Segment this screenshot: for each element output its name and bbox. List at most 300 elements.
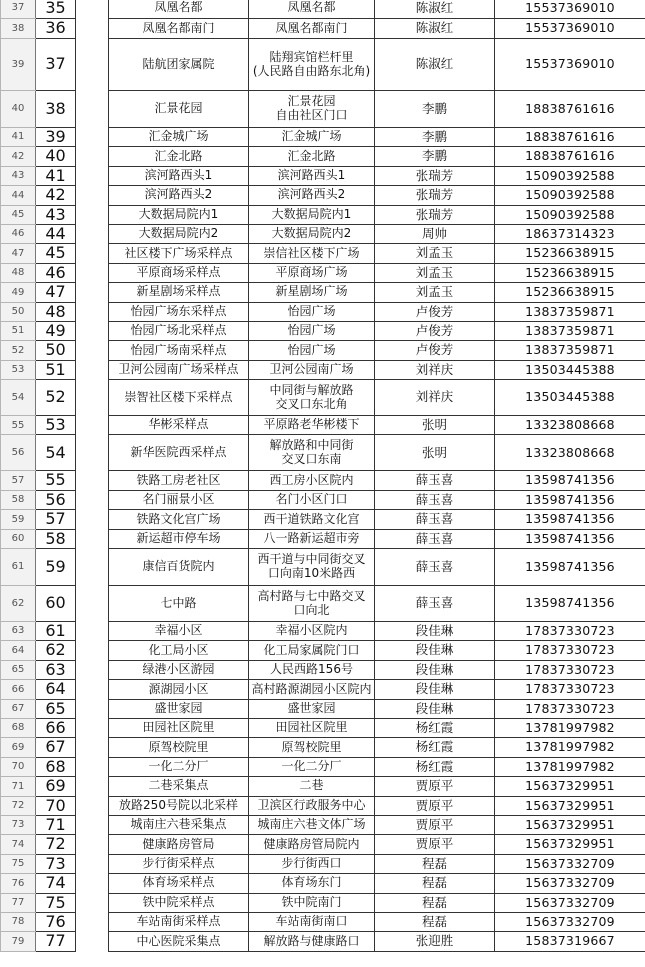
contact-person-cell[interactable]: 张瑞芳 bbox=[375, 186, 495, 205]
site-name-cell[interactable]: 崇智社区楼下采样点 bbox=[109, 380, 249, 416]
serial-number-cell[interactable]: 52 bbox=[36, 380, 76, 416]
serial-number-cell[interactable]: 64 bbox=[36, 680, 76, 699]
phone-number-cell[interactable]: 15637332709 bbox=[495, 893, 645, 912]
site-name-cell[interactable]: 平原商场采样点 bbox=[109, 263, 249, 282]
serial-number-cell[interactable]: 60 bbox=[36, 586, 76, 622]
address-cell[interactable]: 平原路老华彬楼下 bbox=[249, 416, 375, 435]
serial-number-cell[interactable]: 40 bbox=[36, 147, 76, 166]
contact-person-cell[interactable]: 李鹏 bbox=[375, 91, 495, 128]
phone-number-cell[interactable]: 17837330723 bbox=[495, 699, 645, 718]
contact-person-cell[interactable]: 贾原平 bbox=[375, 796, 495, 815]
blank-cell[interactable] bbox=[76, 321, 109, 340]
phone-number-cell[interactable]: 13781997982 bbox=[495, 718, 645, 737]
serial-number-cell[interactable]: 37 bbox=[36, 39, 76, 91]
serial-number-cell[interactable]: 35 bbox=[36, 0, 76, 19]
site-name-cell[interactable]: 幸福小区 bbox=[109, 622, 249, 641]
address-cell[interactable]: 平原商场广场 bbox=[249, 263, 375, 282]
row-header-number[interactable]: 58 bbox=[1, 490, 36, 509]
contact-person-cell[interactable]: 段佳琳 bbox=[375, 680, 495, 699]
serial-number-cell[interactable]: 77 bbox=[36, 932, 76, 951]
blank-cell[interactable] bbox=[76, 718, 109, 737]
address-cell[interactable]: 盛世家园 bbox=[249, 699, 375, 718]
blank-cell[interactable] bbox=[76, 660, 109, 679]
serial-number-cell[interactable]: 68 bbox=[36, 757, 76, 776]
blank-cell[interactable] bbox=[76, 166, 109, 185]
serial-number-cell[interactable]: 70 bbox=[36, 796, 76, 815]
address-cell[interactable]: 步行街西口 bbox=[249, 854, 375, 873]
serial-number-cell[interactable]: 47 bbox=[36, 283, 76, 302]
address-cell[interactable]: 高村路与七中路交叉 口向北 bbox=[249, 586, 375, 622]
blank-cell[interactable] bbox=[76, 205, 109, 224]
blank-cell[interactable] bbox=[76, 777, 109, 796]
address-cell[interactable]: 城南庄六巷文体广场 bbox=[249, 815, 375, 834]
address-cell[interactable]: 凤凰名都南门 bbox=[249, 19, 375, 39]
phone-number-cell[interactable]: 15537369010 bbox=[495, 19, 645, 39]
phone-number-cell[interactable]: 13598741356 bbox=[495, 529, 645, 548]
serial-number-cell[interactable]: 49 bbox=[36, 321, 76, 340]
address-cell[interactable]: 铁中院南门 bbox=[249, 893, 375, 912]
serial-number-cell[interactable]: 61 bbox=[36, 622, 76, 641]
serial-number-cell[interactable]: 48 bbox=[36, 302, 76, 321]
phone-number-cell[interactable]: 15537369010 bbox=[495, 0, 645, 19]
blank-cell[interactable] bbox=[76, 586, 109, 622]
serial-number-cell[interactable]: 50 bbox=[36, 341, 76, 360]
serial-number-cell[interactable]: 53 bbox=[36, 416, 76, 435]
row-header-number[interactable]: 65 bbox=[1, 660, 36, 679]
serial-number-cell[interactable]: 75 bbox=[36, 893, 76, 912]
row-header-number[interactable]: 66 bbox=[1, 680, 36, 699]
site-name-cell[interactable]: 汇景花园 bbox=[109, 91, 249, 128]
address-cell[interactable]: 怡园广场 bbox=[249, 321, 375, 340]
site-name-cell[interactable]: 凤凰名都南门 bbox=[109, 19, 249, 39]
row-header-number[interactable]: 71 bbox=[1, 777, 36, 796]
serial-number-cell[interactable]: 58 bbox=[36, 529, 76, 548]
site-name-cell[interactable]: 康信百货院内 bbox=[109, 549, 249, 586]
row-header-number[interactable]: 77 bbox=[1, 893, 36, 912]
contact-person-cell[interactable]: 陈淑红 bbox=[375, 19, 495, 39]
contact-person-cell[interactable]: 薛玉喜 bbox=[375, 471, 495, 490]
contact-person-cell[interactable]: 刘祥庆 bbox=[375, 360, 495, 379]
site-name-cell[interactable]: 新运超市停车场 bbox=[109, 529, 249, 548]
phone-number-cell[interactable]: 13781997982 bbox=[495, 757, 645, 776]
site-name-cell[interactable]: 城南庄六巷采集点 bbox=[109, 815, 249, 834]
phone-number-cell[interactable]: 17837330723 bbox=[495, 622, 645, 641]
site-name-cell[interactable]: 铁路工房老社区 bbox=[109, 471, 249, 490]
blank-cell[interactable] bbox=[76, 912, 109, 931]
address-cell[interactable]: 田园社区院里 bbox=[249, 718, 375, 737]
phone-number-cell[interactable]: 17837330723 bbox=[495, 680, 645, 699]
blank-cell[interactable] bbox=[76, 147, 109, 166]
row-header-number[interactable]: 72 bbox=[1, 796, 36, 815]
phone-number-cell[interactable]: 13503445388 bbox=[495, 380, 645, 416]
row-header-number[interactable]: 42 bbox=[1, 147, 36, 166]
address-cell[interactable]: 二巷 bbox=[249, 777, 375, 796]
serial-number-cell[interactable]: 76 bbox=[36, 912, 76, 931]
row-header-number[interactable]: 52 bbox=[1, 341, 36, 360]
contact-person-cell[interactable]: 李鹏 bbox=[375, 147, 495, 166]
phone-number-cell[interactable]: 13837359871 bbox=[495, 341, 645, 360]
phone-number-cell[interactable]: 18637314323 bbox=[495, 224, 645, 243]
phone-number-cell[interactable]: 15090392588 bbox=[495, 166, 645, 185]
row-header-number[interactable]: 64 bbox=[1, 641, 36, 660]
contact-person-cell[interactable]: 周帅 bbox=[375, 224, 495, 243]
site-name-cell[interactable]: 怡园广场北采样点 bbox=[109, 321, 249, 340]
contact-person-cell[interactable]: 张明 bbox=[375, 416, 495, 435]
site-name-cell[interactable]: 绿港小区游园 bbox=[109, 660, 249, 679]
phone-number-cell[interactable]: 18838761616 bbox=[495, 147, 645, 166]
site-name-cell[interactable]: 社区楼下广场采样点 bbox=[109, 244, 249, 263]
serial-number-cell[interactable]: 56 bbox=[36, 490, 76, 509]
site-name-cell[interactable]: 滨河路西头1 bbox=[109, 166, 249, 185]
phone-number-cell[interactable]: 18838761616 bbox=[495, 91, 645, 128]
serial-number-cell[interactable]: 36 bbox=[36, 19, 76, 39]
phone-number-cell[interactable]: 13323808668 bbox=[495, 435, 645, 471]
site-name-cell[interactable]: 铁中院采样点 bbox=[109, 893, 249, 912]
row-header-number[interactable]: 43 bbox=[1, 166, 36, 185]
contact-person-cell[interactable]: 刘孟玉 bbox=[375, 283, 495, 302]
serial-number-cell[interactable]: 46 bbox=[36, 263, 76, 282]
blank-cell[interactable] bbox=[76, 680, 109, 699]
phone-number-cell[interactable]: 13598741356 bbox=[495, 490, 645, 509]
site-name-cell[interactable]: 源湖园小区 bbox=[109, 680, 249, 699]
row-header-number[interactable]: 37 bbox=[1, 0, 36, 19]
address-cell[interactable]: 汇景花园 自由社区门口 bbox=[249, 91, 375, 128]
blank-cell[interactable] bbox=[76, 341, 109, 360]
row-header-number[interactable]: 54 bbox=[1, 380, 36, 416]
blank-cell[interactable] bbox=[76, 835, 109, 854]
site-name-cell[interactable]: 滨河路西头2 bbox=[109, 186, 249, 205]
blank-cell[interactable] bbox=[76, 416, 109, 435]
address-cell[interactable]: 怡园广场 bbox=[249, 302, 375, 321]
phone-number-cell[interactable]: 13837359871 bbox=[495, 302, 645, 321]
contact-person-cell[interactable]: 刘孟玉 bbox=[375, 263, 495, 282]
phone-number-cell[interactable]: 13837359871 bbox=[495, 321, 645, 340]
contact-person-cell[interactable]: 刘祥庆 bbox=[375, 380, 495, 416]
site-name-cell[interactable]: 名门丽景小区 bbox=[109, 490, 249, 509]
row-header-number[interactable]: 44 bbox=[1, 186, 36, 205]
address-cell[interactable]: 人民西路156号 bbox=[249, 660, 375, 679]
site-name-cell[interactable]: 步行街采样点 bbox=[109, 854, 249, 873]
blank-cell[interactable] bbox=[76, 471, 109, 490]
site-name-cell[interactable]: 化工局小区 bbox=[109, 641, 249, 660]
contact-person-cell[interactable]: 贾原平 bbox=[375, 777, 495, 796]
row-header-number[interactable]: 73 bbox=[1, 815, 36, 834]
address-cell[interactable]: 汇金城广场 bbox=[249, 128, 375, 147]
serial-number-cell[interactable]: 42 bbox=[36, 186, 76, 205]
address-cell[interactable]: 汇金北路 bbox=[249, 147, 375, 166]
contact-person-cell[interactable]: 陈淑红 bbox=[375, 39, 495, 91]
address-cell[interactable]: 新星剧场广场 bbox=[249, 283, 375, 302]
phone-number-cell[interactable]: 17837330723 bbox=[495, 660, 645, 679]
blank-cell[interactable] bbox=[76, 360, 109, 379]
phone-number-cell[interactable]: 13598741356 bbox=[495, 586, 645, 622]
serial-number-cell[interactable]: 39 bbox=[36, 128, 76, 147]
row-header-number[interactable]: 59 bbox=[1, 510, 36, 529]
row-header-number[interactable]: 46 bbox=[1, 224, 36, 243]
row-header-number[interactable]: 39 bbox=[1, 39, 36, 91]
blank-cell[interactable] bbox=[76, 435, 109, 471]
row-header-number[interactable]: 48 bbox=[1, 263, 36, 282]
blank-cell[interactable] bbox=[76, 380, 109, 416]
phone-number-cell[interactable]: 15637332709 bbox=[495, 912, 645, 931]
contact-person-cell[interactable]: 贾原平 bbox=[375, 815, 495, 834]
address-cell[interactable]: 陆翔宾馆栏杆里 (人民路自由路东北角) bbox=[249, 39, 375, 91]
address-cell[interactable]: 车站南街南口 bbox=[249, 912, 375, 931]
phone-number-cell[interactable]: 13781997982 bbox=[495, 738, 645, 757]
serial-number-cell[interactable]: 73 bbox=[36, 854, 76, 873]
blank-cell[interactable] bbox=[76, 91, 109, 128]
blank-cell[interactable] bbox=[76, 0, 109, 19]
row-header-number[interactable]: 56 bbox=[1, 435, 36, 471]
row-header-number[interactable]: 78 bbox=[1, 912, 36, 931]
phone-number-cell[interactable]: 15637332709 bbox=[495, 874, 645, 893]
address-cell[interactable]: 解放路和中同街 交叉口东南 bbox=[249, 435, 375, 471]
phone-number-cell[interactable]: 15236638915 bbox=[495, 283, 645, 302]
phone-number-cell[interactable]: 15090392588 bbox=[495, 186, 645, 205]
blank-cell[interactable] bbox=[76, 893, 109, 912]
site-name-cell[interactable]: 汇金北路 bbox=[109, 147, 249, 166]
blank-cell[interactable] bbox=[76, 186, 109, 205]
row-header-number[interactable]: 41 bbox=[1, 128, 36, 147]
row-header-number[interactable]: 68 bbox=[1, 718, 36, 737]
phone-number-cell[interactable]: 15236638915 bbox=[495, 244, 645, 263]
blank-cell[interactable] bbox=[76, 263, 109, 282]
site-name-cell[interactable]: 二巷采集点 bbox=[109, 777, 249, 796]
site-name-cell[interactable]: 陆航团家属院 bbox=[109, 39, 249, 91]
address-cell[interactable]: 卫滨区行政服务中心 bbox=[249, 796, 375, 815]
site-name-cell[interactable]: 卫河公园南广场采样点 bbox=[109, 360, 249, 379]
blank-cell[interactable] bbox=[76, 815, 109, 834]
row-header-number[interactable]: 38 bbox=[1, 19, 36, 39]
contact-person-cell[interactable]: 陈淑红 bbox=[375, 0, 495, 19]
contact-person-cell[interactable]: 程磊 bbox=[375, 893, 495, 912]
phone-number-cell[interactable]: 13598741356 bbox=[495, 549, 645, 586]
contact-person-cell[interactable]: 段佳琳 bbox=[375, 660, 495, 679]
phone-number-cell[interactable]: 15090392588 bbox=[495, 205, 645, 224]
phone-number-cell[interactable]: 15637332709 bbox=[495, 854, 645, 873]
blank-cell[interactable] bbox=[76, 490, 109, 509]
serial-number-cell[interactable]: 51 bbox=[36, 360, 76, 379]
address-cell[interactable]: 幸福小区院内 bbox=[249, 622, 375, 641]
contact-person-cell[interactable]: 薛玉喜 bbox=[375, 586, 495, 622]
contact-person-cell[interactable]: 卢俊芳 bbox=[375, 302, 495, 321]
contact-person-cell[interactable]: 段佳琳 bbox=[375, 699, 495, 718]
site-name-cell[interactable]: 华彬采样点 bbox=[109, 416, 249, 435]
address-cell[interactable]: 八一路新运超市旁 bbox=[249, 529, 375, 548]
site-name-cell[interactable]: 中心医院采集点 bbox=[109, 932, 249, 951]
blank-cell[interactable] bbox=[76, 19, 109, 39]
blank-cell[interactable] bbox=[76, 796, 109, 815]
blank-cell[interactable] bbox=[76, 854, 109, 873]
address-cell[interactable]: 西干道与中同街交叉 口向南10米路西 bbox=[249, 549, 375, 586]
row-header-number[interactable]: 63 bbox=[1, 622, 36, 641]
row-header-number[interactable]: 76 bbox=[1, 874, 36, 893]
row-header-number[interactable]: 51 bbox=[1, 321, 36, 340]
contact-person-cell[interactable]: 杨红霞 bbox=[375, 757, 495, 776]
row-header-number[interactable]: 74 bbox=[1, 835, 36, 854]
row-header-number[interactable]: 62 bbox=[1, 586, 36, 622]
site-name-cell[interactable]: 体育场采样点 bbox=[109, 874, 249, 893]
blank-cell[interactable] bbox=[76, 757, 109, 776]
serial-number-cell[interactable]: 72 bbox=[36, 835, 76, 854]
site-name-cell[interactable]: 大数据局院内1 bbox=[109, 205, 249, 224]
serial-number-cell[interactable]: 45 bbox=[36, 244, 76, 263]
contact-person-cell[interactable]: 程磊 bbox=[375, 854, 495, 873]
row-header-number[interactable]: 53 bbox=[1, 360, 36, 379]
address-cell[interactable]: 滨河路西头2 bbox=[249, 186, 375, 205]
serial-number-cell[interactable]: 54 bbox=[36, 435, 76, 471]
serial-number-cell[interactable]: 38 bbox=[36, 91, 76, 128]
address-cell[interactable]: 中同街与解放路 交叉口东北角 bbox=[249, 380, 375, 416]
contact-person-cell[interactable]: 张迎胜 bbox=[375, 932, 495, 951]
blank-cell[interactable] bbox=[76, 529, 109, 548]
contact-person-cell[interactable]: 卢俊芳 bbox=[375, 321, 495, 340]
address-cell[interactable]: 崇信社区楼下广场 bbox=[249, 244, 375, 263]
site-name-cell[interactable]: 七中路 bbox=[109, 586, 249, 622]
site-name-cell[interactable]: 车站南街采样点 bbox=[109, 912, 249, 931]
address-cell[interactable]: 名门小区门口 bbox=[249, 490, 375, 509]
row-header-number[interactable]: 60 bbox=[1, 529, 36, 548]
phone-number-cell[interactable]: 13503445388 bbox=[495, 360, 645, 379]
site-name-cell[interactable]: 盛世家园 bbox=[109, 699, 249, 718]
site-name-cell[interactable]: 健康路房管局 bbox=[109, 835, 249, 854]
contact-person-cell[interactable]: 刘孟玉 bbox=[375, 244, 495, 263]
phone-number-cell[interactable]: 17837330723 bbox=[495, 641, 645, 660]
address-cell[interactable]: 大数据局院内2 bbox=[249, 224, 375, 243]
contact-person-cell[interactable]: 薛玉喜 bbox=[375, 549, 495, 586]
phone-number-cell[interactable]: 13598741356 bbox=[495, 510, 645, 529]
address-cell[interactable]: 健康路房管局院内 bbox=[249, 835, 375, 854]
address-cell[interactable]: 怡园广场 bbox=[249, 341, 375, 360]
site-name-cell[interactable]: 放路250号院以北采样 bbox=[109, 796, 249, 815]
row-header-number[interactable]: 57 bbox=[1, 471, 36, 490]
blank-cell[interactable] bbox=[76, 302, 109, 321]
address-cell[interactable]: 化工局家属院门口 bbox=[249, 641, 375, 660]
row-header-number[interactable]: 47 bbox=[1, 244, 36, 263]
contact-person-cell[interactable]: 张瑞芳 bbox=[375, 205, 495, 224]
phone-number-cell[interactable]: 15637329951 bbox=[495, 796, 645, 815]
site-name-cell[interactable]: 铁路文化宫广场 bbox=[109, 510, 249, 529]
site-name-cell[interactable]: 原驾校院里 bbox=[109, 738, 249, 757]
blank-cell[interactable] bbox=[76, 224, 109, 243]
contact-person-cell[interactable]: 张明 bbox=[375, 435, 495, 471]
contact-person-cell[interactable]: 段佳琳 bbox=[375, 622, 495, 641]
site-name-cell[interactable]: 一化二分厂 bbox=[109, 757, 249, 776]
contact-person-cell[interactable]: 杨红霞 bbox=[375, 718, 495, 737]
site-name-cell[interactable]: 汇金城广场 bbox=[109, 128, 249, 147]
blank-cell[interactable] bbox=[76, 641, 109, 660]
row-header-number[interactable]: 40 bbox=[1, 91, 36, 128]
serial-number-cell[interactable]: 59 bbox=[36, 549, 76, 586]
site-name-cell[interactable]: 大数据局院内2 bbox=[109, 224, 249, 243]
blank-cell[interactable] bbox=[76, 932, 109, 951]
contact-person-cell[interactable]: 卢俊芳 bbox=[375, 341, 495, 360]
phone-number-cell[interactable]: 15637329951 bbox=[495, 835, 645, 854]
address-cell[interactable]: 西干道铁路文化宫 bbox=[249, 510, 375, 529]
blank-cell[interactable] bbox=[76, 622, 109, 641]
serial-number-cell[interactable]: 71 bbox=[36, 815, 76, 834]
site-name-cell[interactable]: 新星剧场采样点 bbox=[109, 283, 249, 302]
serial-number-cell[interactable]: 67 bbox=[36, 738, 76, 757]
blank-cell[interactable] bbox=[76, 128, 109, 147]
address-cell[interactable]: 高村路源湖园小区院内 bbox=[249, 680, 375, 699]
row-header-number[interactable]: 79 bbox=[1, 932, 36, 951]
phone-number-cell[interactable]: 18838761616 bbox=[495, 128, 645, 147]
serial-number-cell[interactable]: 66 bbox=[36, 718, 76, 737]
blank-cell[interactable] bbox=[76, 283, 109, 302]
address-cell[interactable]: 原驾校院里 bbox=[249, 738, 375, 757]
blank-cell[interactable] bbox=[76, 549, 109, 586]
serial-number-cell[interactable]: 63 bbox=[36, 660, 76, 679]
serial-number-cell[interactable]: 69 bbox=[36, 777, 76, 796]
blank-cell[interactable] bbox=[76, 244, 109, 263]
contact-person-cell[interactable]: 段佳琳 bbox=[375, 641, 495, 660]
address-cell[interactable]: 西工房小区院内 bbox=[249, 471, 375, 490]
blank-cell[interactable] bbox=[76, 699, 109, 718]
contact-person-cell[interactable]: 贾原平 bbox=[375, 835, 495, 854]
row-header-number[interactable]: 70 bbox=[1, 757, 36, 776]
phone-number-cell[interactable]: 15637329951 bbox=[495, 777, 645, 796]
contact-person-cell[interactable]: 薛玉喜 bbox=[375, 510, 495, 529]
serial-number-cell[interactable]: 57 bbox=[36, 510, 76, 529]
contact-person-cell[interactable]: 李鹏 bbox=[375, 128, 495, 147]
serial-number-cell[interactable]: 65 bbox=[36, 699, 76, 718]
address-cell[interactable]: 滨河路西头1 bbox=[249, 166, 375, 185]
blank-cell[interactable] bbox=[76, 39, 109, 91]
address-cell[interactable]: 凤凰名都 bbox=[249, 0, 375, 19]
contact-person-cell[interactable]: 薛玉喜 bbox=[375, 529, 495, 548]
site-name-cell[interactable]: 怡园广场南采样点 bbox=[109, 341, 249, 360]
contact-person-cell[interactable]: 张瑞芳 bbox=[375, 166, 495, 185]
serial-number-cell[interactable]: 41 bbox=[36, 166, 76, 185]
row-header-number[interactable]: 49 bbox=[1, 283, 36, 302]
row-header-number[interactable]: 55 bbox=[1, 416, 36, 435]
address-cell[interactable]: 一化二分厂 bbox=[249, 757, 375, 776]
serial-number-cell[interactable]: 74 bbox=[36, 874, 76, 893]
row-header-number[interactable]: 50 bbox=[1, 302, 36, 321]
contact-person-cell[interactable]: 薛玉喜 bbox=[375, 490, 495, 509]
phone-number-cell[interactable]: 15637329951 bbox=[495, 815, 645, 834]
row-header-number[interactable]: 69 bbox=[1, 738, 36, 757]
address-cell[interactable]: 卫河公园南广场 bbox=[249, 360, 375, 379]
blank-cell[interactable] bbox=[76, 738, 109, 757]
serial-number-cell[interactable]: 44 bbox=[36, 224, 76, 243]
phone-number-cell[interactable]: 15837319667 bbox=[495, 932, 645, 951]
serial-number-cell[interactable]: 62 bbox=[36, 641, 76, 660]
site-name-cell[interactable]: 怡园广场东采样点 bbox=[109, 302, 249, 321]
row-header-number[interactable]: 45 bbox=[1, 205, 36, 224]
row-header-number[interactable]: 61 bbox=[1, 549, 36, 586]
contact-person-cell[interactable]: 程磊 bbox=[375, 874, 495, 893]
blank-cell[interactable] bbox=[76, 510, 109, 529]
site-name-cell[interactable]: 新华医院西采样点 bbox=[109, 435, 249, 471]
address-cell[interactable]: 体育场东门 bbox=[249, 874, 375, 893]
phone-number-cell[interactable]: 15537369010 bbox=[495, 39, 645, 91]
phone-number-cell[interactable]: 13598741356 bbox=[495, 471, 645, 490]
contact-person-cell[interactable]: 程磊 bbox=[375, 912, 495, 931]
phone-number-cell[interactable]: 13323808668 bbox=[495, 416, 645, 435]
row-header-number[interactable]: 75 bbox=[1, 854, 36, 873]
phone-number-cell[interactable]: 15236638915 bbox=[495, 263, 645, 282]
contact-person-cell[interactable]: 杨红霞 bbox=[375, 738, 495, 757]
site-name-cell[interactable]: 田园社区院里 bbox=[109, 718, 249, 737]
row-header-number[interactable]: 67 bbox=[1, 699, 36, 718]
serial-number-cell[interactable]: 43 bbox=[36, 205, 76, 224]
address-cell[interactable]: 大数据局院内1 bbox=[249, 205, 375, 224]
site-name-cell[interactable]: 凤凰名都 bbox=[109, 0, 249, 19]
serial-number-cell[interactable]: 55 bbox=[36, 471, 76, 490]
blank-cell[interactable] bbox=[76, 874, 109, 893]
